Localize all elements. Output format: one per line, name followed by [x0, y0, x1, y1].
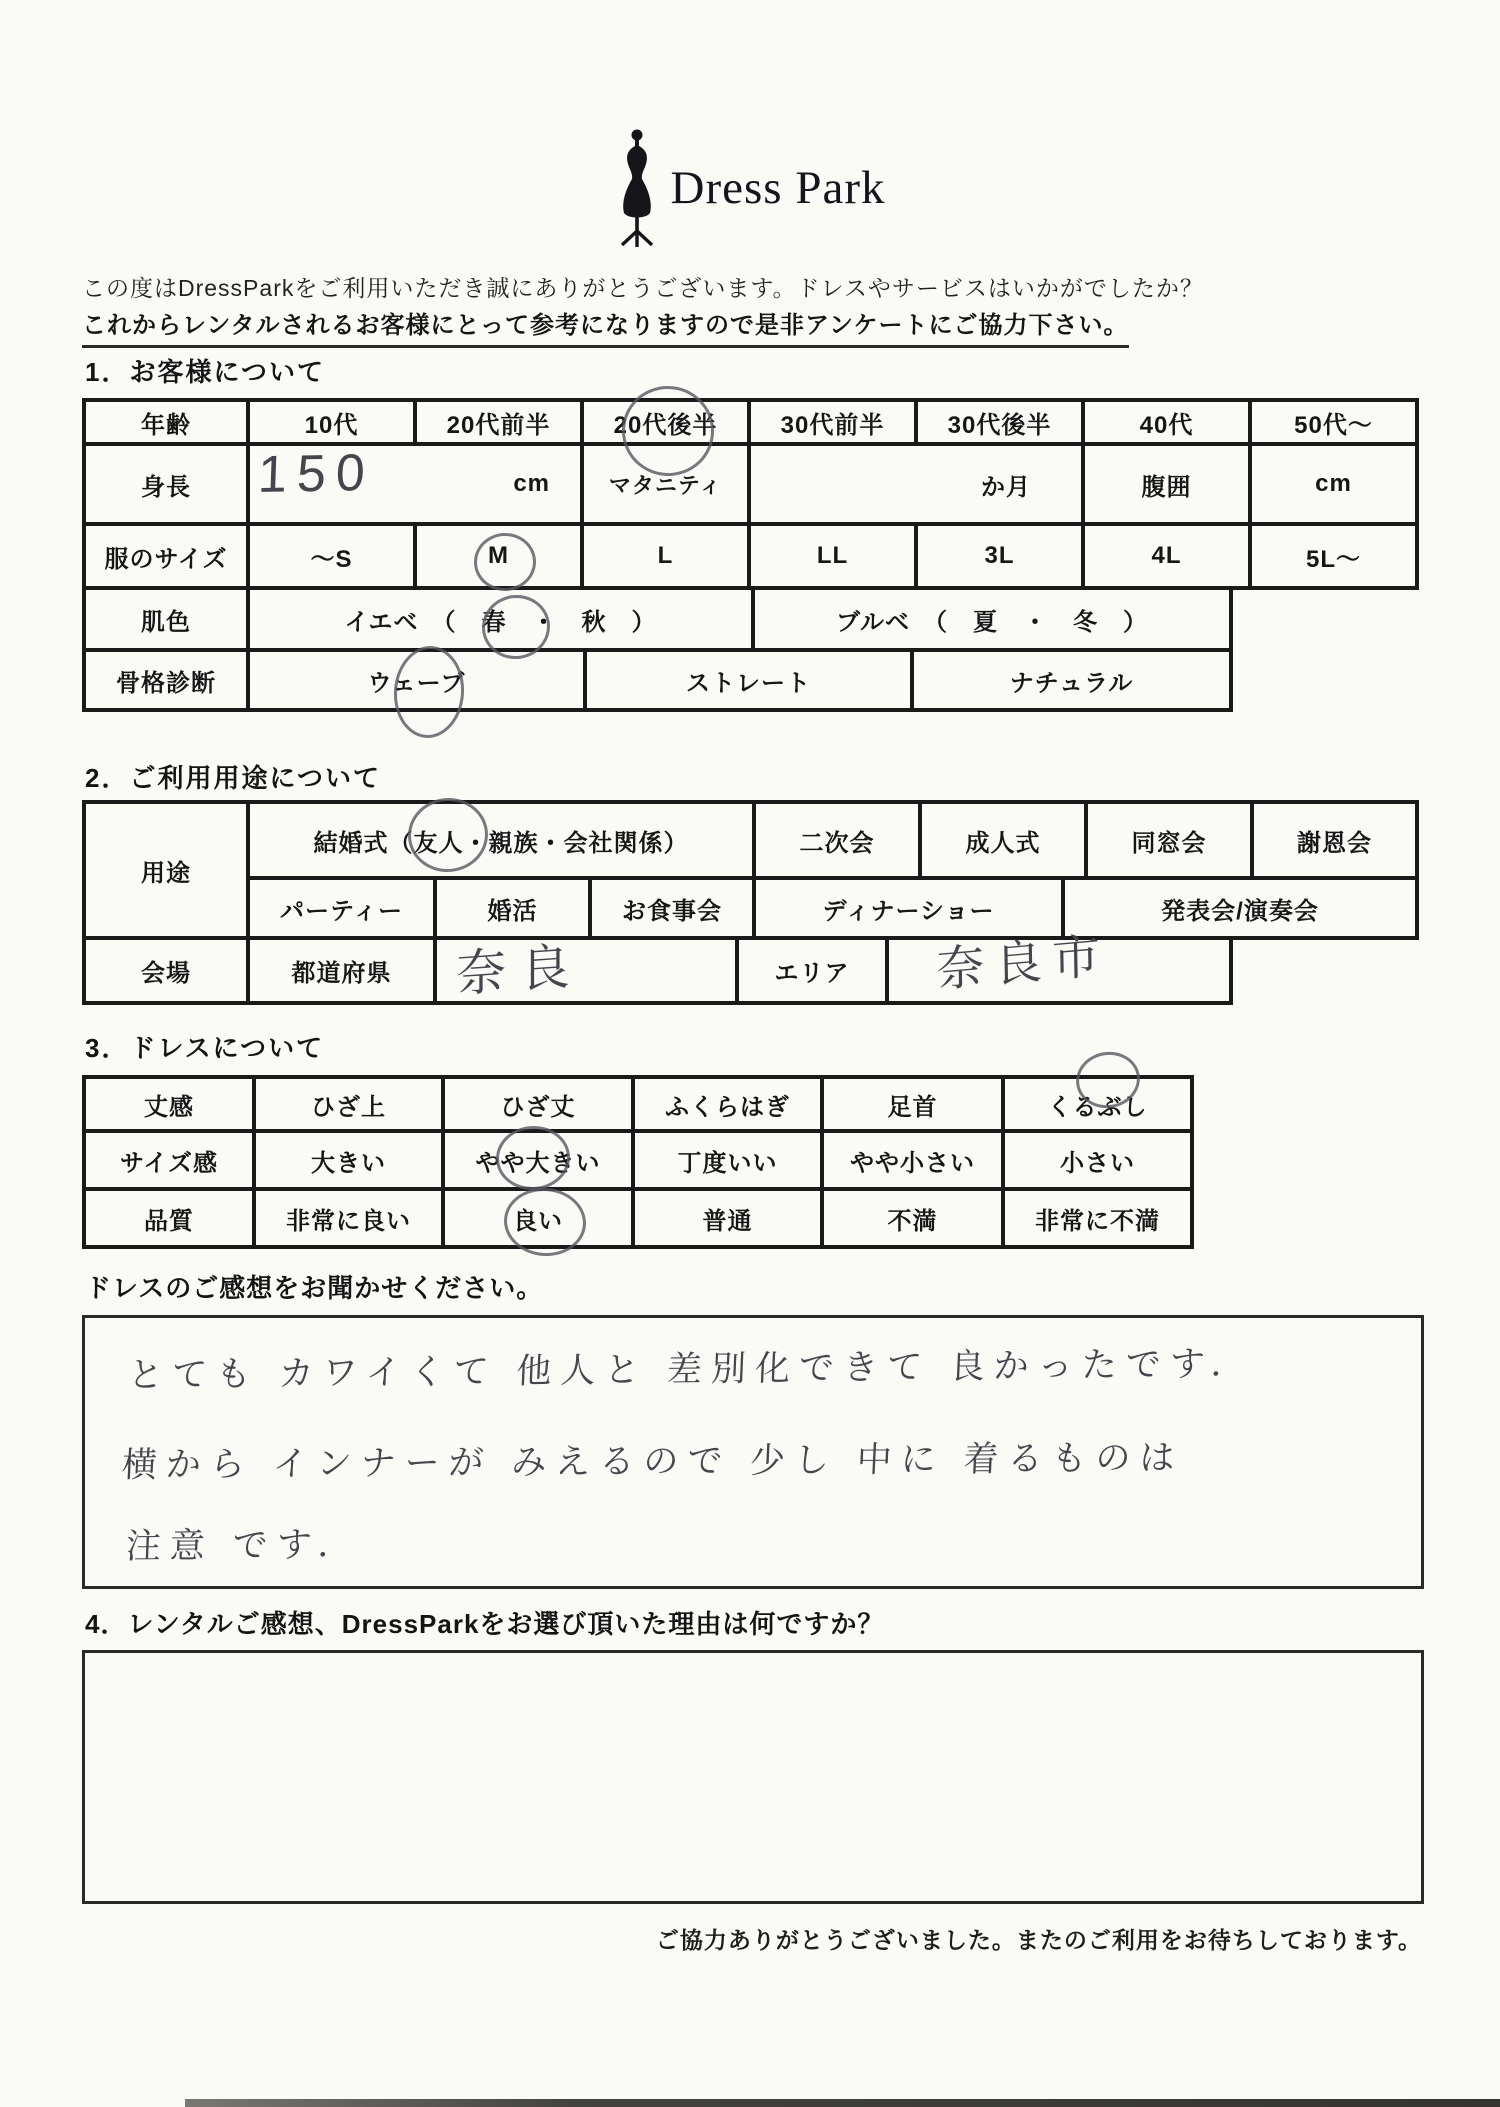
usage-opt-recital: 発表会/演奏会	[1065, 880, 1419, 940]
prefecture-label: 都道府県	[250, 940, 437, 1005]
waist-label: 腹囲	[1085, 446, 1252, 526]
venue-row	[82, 940, 1419, 1005]
height-unit: cm	[250, 446, 584, 526]
size-opt-3: LL	[751, 526, 918, 590]
closing-text: ご協力ありがとうございました。またのご利用をお待ちしております。	[655, 1927, 1422, 1953]
size-opt-2: L	[584, 526, 751, 590]
age-opt-6: 50代～	[1252, 398, 1419, 446]
age-opt-2: 20代後半	[584, 398, 751, 446]
months-label: か月	[751, 446, 1085, 526]
fit-label: サイズ感	[82, 1133, 256, 1191]
waist-unit: cm	[1252, 446, 1419, 526]
length-opt-1: ひざ丈	[445, 1075, 635, 1133]
fit-opt-0: 大きい	[256, 1133, 445, 1191]
skin-blue-option: ブルベ （ 夏 ・ 冬 ）	[755, 590, 1233, 652]
age-opt-5: 40代	[1085, 398, 1252, 446]
size-opt-6: 5L～	[1252, 526, 1419, 590]
handwritten-height-value: 150	[256, 443, 376, 505]
usage-opt-thanks: 謝恩会	[1254, 800, 1419, 880]
usage-opt-party: パーティー	[250, 880, 437, 940]
handwritten-prefecture: 奈良	[456, 937, 584, 1003]
reason-box	[82, 1650, 1424, 1904]
usage-table	[82, 800, 1419, 1005]
skin-row	[82, 590, 1419, 652]
quality-opt-3: 不満	[824, 1191, 1005, 1249]
length-label: 丈感	[82, 1075, 256, 1133]
usage-opt-konkatsu: 婚活	[437, 880, 592, 940]
quality-opt-2: 普通	[635, 1191, 824, 1249]
frame-opt-0: ウェーブ	[250, 652, 587, 712]
height-label: 身長	[82, 446, 250, 526]
age-row	[82, 398, 1419, 446]
fit-opt-3: やや小さい	[824, 1133, 1005, 1191]
usage-opt-reunion: 同窓会	[1088, 800, 1254, 880]
area-label: エリア	[739, 940, 889, 1005]
dress-table	[82, 1075, 1194, 1249]
feedback-label: ドレスのご感想をお聞かせください。	[85, 1273, 544, 1303]
quality-opt-0: 非常に良い	[256, 1191, 445, 1249]
fit-opt-4: 小さい	[1005, 1133, 1194, 1191]
brand-logo	[0, 128, 1500, 248]
age-opt-4: 30代後半	[918, 398, 1085, 446]
usage-opt-dinner: お食事会	[592, 880, 756, 940]
quality-label: 品質	[82, 1191, 256, 1249]
size-label: 服のサイズ	[82, 526, 250, 590]
usage-opt-dinnershow: ディナーショー	[756, 880, 1065, 940]
size-opt-4: 3L	[918, 526, 1085, 590]
frame-opt-2: ナチュラル	[914, 652, 1233, 712]
dress-form-icon	[615, 128, 659, 248]
venue-label: 会場	[82, 940, 250, 1005]
section1-title: 1．お客様について	[85, 357, 325, 387]
handwritten-area: 奈良市	[935, 929, 1111, 998]
size-opt-1: M	[417, 526, 584, 590]
section2-title: 2．ご利用用途について	[85, 763, 381, 793]
handwritten-comment-line1: とても カワイくて 他人と 差別化できて 良かったです．	[127, 1344, 1256, 1395]
frame-label: 骨格診断	[82, 652, 250, 712]
intro-text: この度はDressParkをご利用いただき誠にありがとうございます。ドレスやサービスはいかがでしたか？	[82, 275, 1204, 301]
handwritten-comment-line3: 注意 です．	[125, 1524, 363, 1567]
scan-edge-artifact	[185, 2099, 1500, 2107]
maternity-label: マタニティ	[584, 446, 751, 526]
handwritten-comment-line2: 横から インナーが みえるので 少し 中に 着るものは	[121, 1438, 1185, 1485]
age-opt-0: 10代	[250, 398, 417, 446]
usage-opt-comingofage: 成人式	[922, 800, 1088, 880]
size-opt-5: 4L	[1085, 526, 1252, 590]
age-label: 年齢	[82, 398, 250, 446]
skin-label: 肌色	[82, 590, 250, 652]
fit-opt-1: やや大きい	[445, 1133, 635, 1191]
section4-title: 4．レンタルご感想、DressParkをお選び頂いた理由は何ですか？	[85, 1609, 885, 1639]
age-opt-1: 20代前半	[417, 398, 584, 446]
frame-row	[82, 652, 1419, 712]
length-opt-0: ひざ上	[256, 1075, 445, 1133]
skin-yellow-option: イエベ （ 春 ・ 秋 ）	[250, 590, 755, 652]
length-opt-4: くるぶし	[1005, 1075, 1194, 1133]
usage-rowgroup	[82, 800, 1419, 940]
intro-emphasis-text: これからレンタルされるお客様にとって参考になりますので是非アンケートにご協力下さい。	[82, 305, 1129, 348]
length-opt-3: 足首	[824, 1075, 1005, 1133]
fit-row	[82, 1133, 1194, 1191]
frame-opt-1: ストレート	[587, 652, 914, 712]
usage-opt-afterparty: 二次会	[756, 800, 922, 880]
usage-label: 用途	[82, 800, 250, 940]
usage-opt-wedding: 結婚式（友人・親族・会社関係）	[250, 800, 756, 880]
quality-opt-1: 良い	[445, 1191, 635, 1249]
size-opt-0: ～S	[250, 526, 417, 590]
usage-row-2	[250, 880, 1419, 940]
quality-opt-4: 非常に不満	[1005, 1191, 1194, 1249]
age-opt-3: 30代前半	[751, 398, 918, 446]
size-row	[82, 526, 1419, 590]
length-row	[82, 1075, 1194, 1133]
fit-opt-2: 丁度いい	[635, 1133, 824, 1191]
length-opt-2: ふくらはぎ	[635, 1075, 824, 1133]
quality-row	[82, 1191, 1194, 1249]
brand-name: Dress Park	[670, 162, 886, 214]
section3-title: 3．ドレスについて	[85, 1033, 325, 1063]
